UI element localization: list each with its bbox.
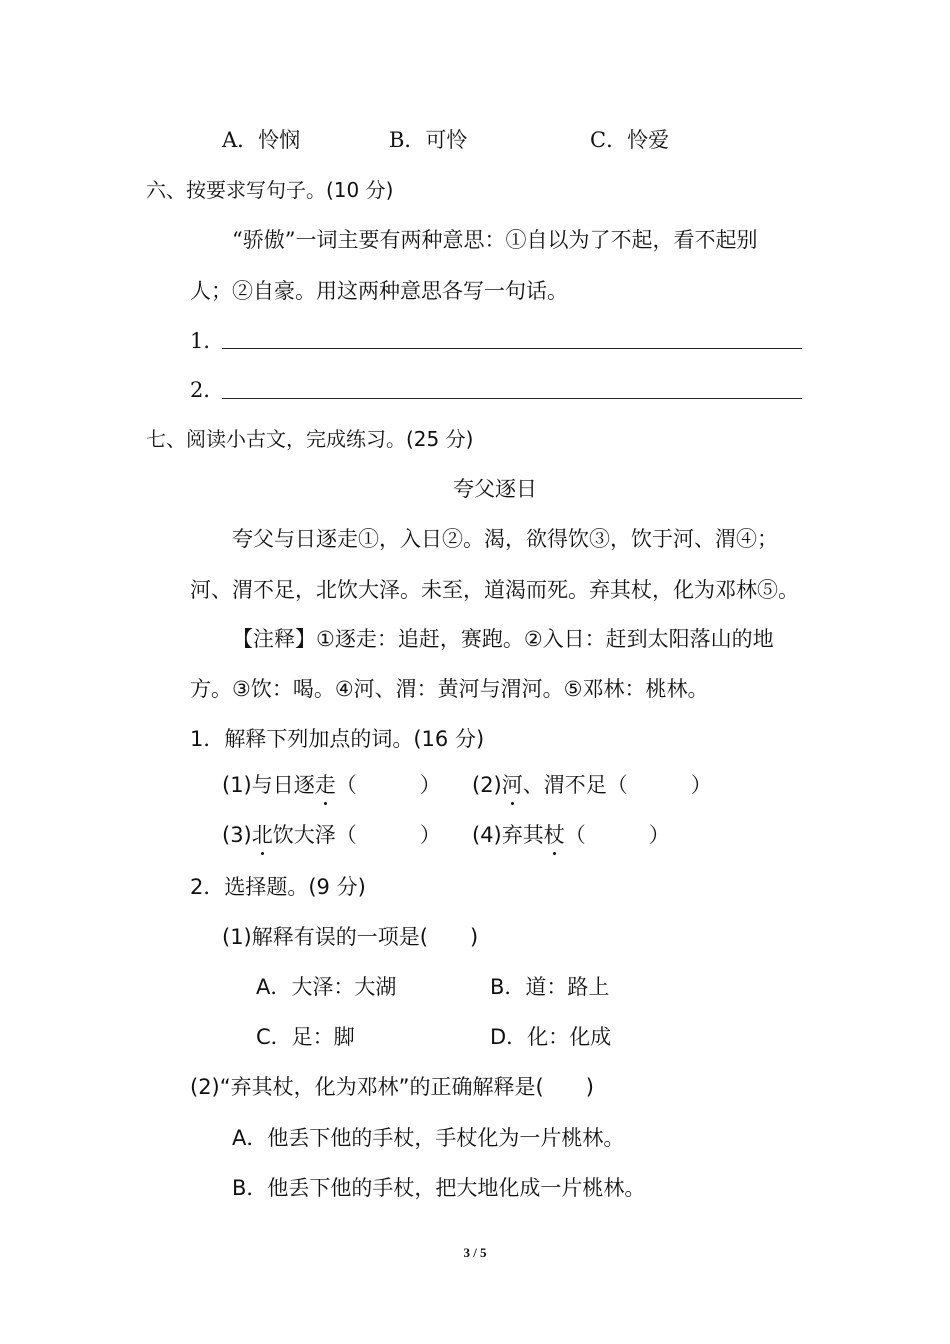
choice-2-option-a: A．他丢下他的手杖，手杖化为一片桃林。 [232,1126,625,1150]
answer-number-1: 1． [190,329,225,353]
choice-1-option-b: B．道：路上 [490,975,610,999]
item-4-dotted-char: 杖 [543,823,565,847]
item-2-text: (2) [472,773,502,797]
item-3-text: (3) [222,823,252,847]
item-4 [472,821,670,849]
item-4-text: (4)弃其 [472,823,544,847]
item-4-answer-paren[interactable]: （ ） [564,823,670,847]
item-3-text-post: 饮大泽 [272,823,336,847]
option-c: C．怜爱 [590,128,670,152]
page-number: 3 / 5 [463,1245,487,1260]
choice-2-option-b: B．他丢下他的手杖，把大地化成一片桃林。 [232,1176,646,1200]
choice-1-option-d: D．化：化成 [490,1025,612,1049]
passage-line1: 夸父与日逐走①，入日②。渴，欲得饮③，饮于河、渭④； [232,527,778,551]
item-2-answer-paren[interactable]: （ ） [606,773,712,797]
section-6-heading: 六、按要求写句子。(10 分) [146,178,394,202]
item-1-text: (1)与日逐 [222,773,315,797]
item-2 [472,771,712,799]
section-7-heading: 七、阅读小古文，完成练习。(25 分) [146,427,474,451]
item-3 [222,821,441,849]
item-2-text-post: 、渭不足 [522,773,607,797]
answer-number-2: 2． [190,378,225,402]
section-6-instruction-line1: “骄傲”一词主要有两种意思：①自以为了不起，看不起别 [232,228,758,252]
item-1-dotted-char: 走 [314,773,336,797]
item-3-answer-paren[interactable]: （ ） [335,823,441,847]
item-2-dotted-char: 河 [501,773,523,797]
notes-line2: 方。③饮：喝。④河、渭：黄河与渭河。⑤邓林：桃林。 [190,677,709,701]
subquestion-2-heading: 2．选择题。(9 分) [190,875,366,899]
option-b: B．可怜 [389,128,468,152]
item-1 [222,771,441,799]
choice-1-option-c: C．足：脚 [256,1025,355,1049]
notes-line1: 【注释】①逐走：追赶，赛跑。②入日：赶到太阳落山的地 [232,627,774,651]
choice-question-1: (1)解释有误的一项是( ) [222,925,479,949]
section-6-instruction-line2: 人；②自豪。用这两种意思各写一句话。 [190,279,568,303]
choice-question-2: (2)“弃其杖，化为邓林”的正确解释是( ) [190,1075,594,1099]
passage-line2: 河、渭不足，北饮大泽。未至，道渴而死。弃其杖，化为邓林⑤。 [190,578,799,602]
subquestion-1-heading: 1．解释下列加点的词。(16 分) [190,727,485,751]
item-3-dotted-char: 北 [251,823,273,847]
answer-line-2[interactable] [222,398,802,399]
item-1-answer-paren[interactable]: （ ） [335,773,441,797]
option-a: A．怜悯 [222,128,301,152]
passage-title: 夸父逐日 [453,477,537,501]
answer-line-1[interactable] [222,348,802,349]
choice-1-option-a: A．大泽：大湖 [256,975,397,999]
